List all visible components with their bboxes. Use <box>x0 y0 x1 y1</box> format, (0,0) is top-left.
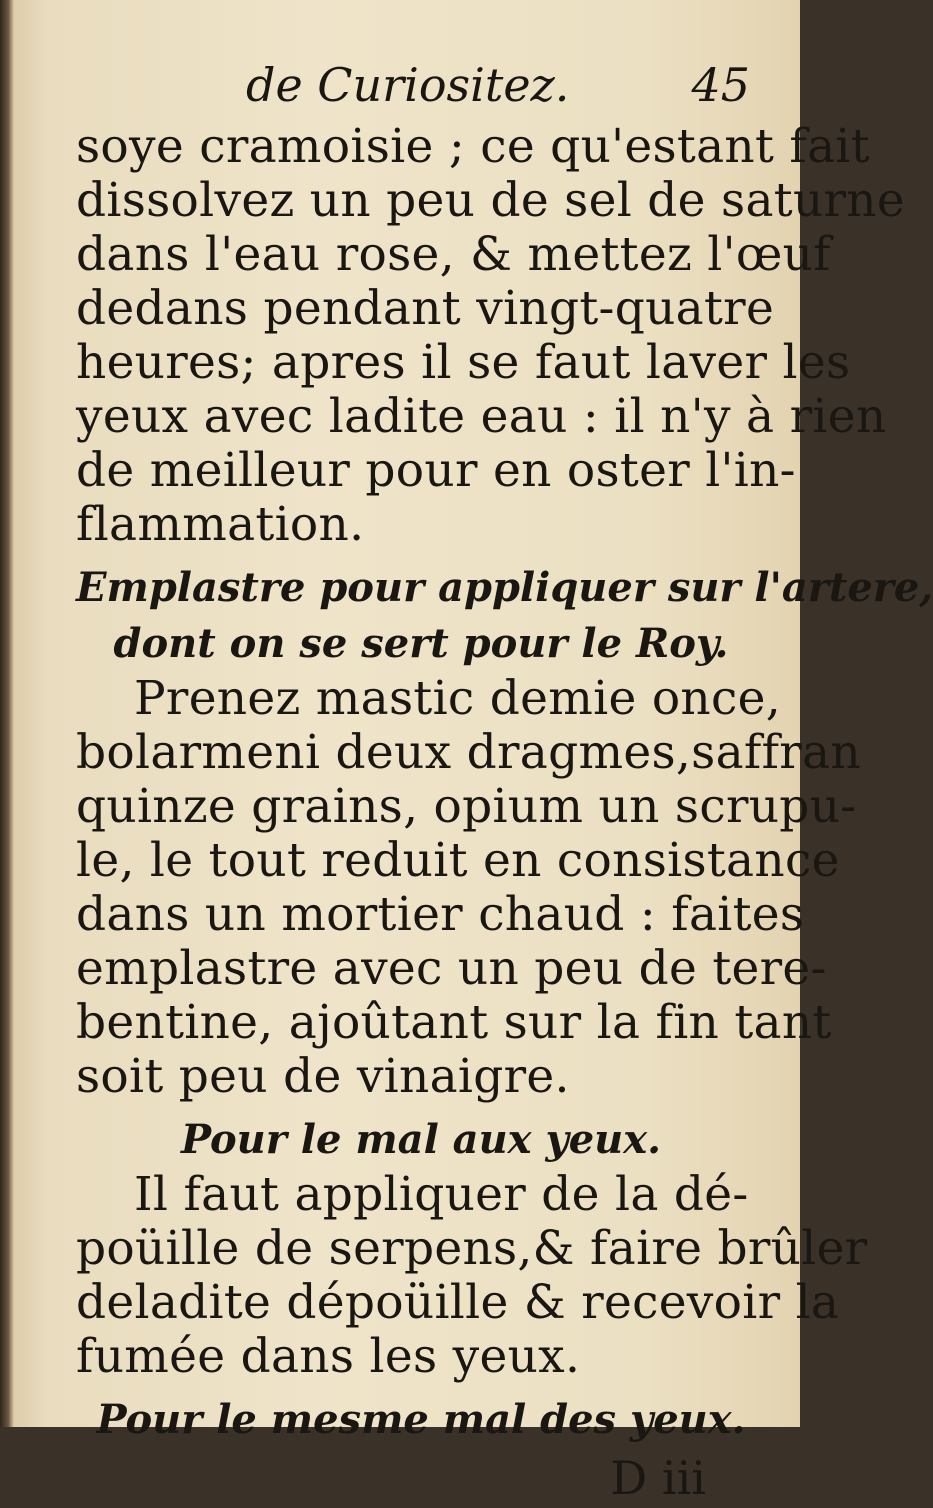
text-line: soye cramoisie ; ce qu'estant fait <box>76 119 870 174</box>
text-line: quinze grains, opium un scrupu- <box>76 779 857 834</box>
section-heading-2: Pour le mal aux yeux. <box>180 1116 662 1163</box>
text-line: emplastre avec un peu de tere- <box>76 941 827 996</box>
text-line: fumée dans les yeux. <box>76 1329 581 1384</box>
text-line: dans un mortier chaud : faites <box>76 887 805 942</box>
page-header <box>76 58 766 120</box>
text-line: bentine, ajoûtant sur la fin tant <box>76 995 832 1050</box>
text-line: de meilleur pour en oster l'in- <box>76 443 796 498</box>
binding-edge <box>0 0 14 1427</box>
heading-line: dont on se sert pour le Roy. <box>113 620 729 667</box>
text-line: bolarmeni deux dragmes,saffran <box>76 725 861 780</box>
text-block <box>76 58 933 1508</box>
text-line: yeux avec ladite eau : il n'y à rien <box>76 389 887 444</box>
text-line: soit peu de vinaigre. <box>76 1049 570 1104</box>
page-number: 45 <box>691 58 750 112</box>
text-line: deladite dépoüille & recevoir la <box>76 1275 840 1330</box>
text-line: poüille de serpens,& faire brûler <box>76 1221 868 1276</box>
text-line: Il faut appliquer de la dé- <box>134 1167 749 1222</box>
section-heading-3: Pour le mesme mal des yeux. <box>96 1396 746 1443</box>
text-line: le, le tout reduit en consistance <box>76 833 840 888</box>
text-line: heures; apres il se faut laver les <box>76 335 851 390</box>
text-line: flammation. <box>76 497 365 552</box>
text-line: dissolvez un peu de sel de saturne <box>76 173 905 228</box>
paragraph-1 <box>76 119 905 552</box>
running-title: de Curiositez. <box>246 58 570 112</box>
text-line: Prenez mastic demie once, <box>134 671 781 726</box>
text-line: dans l'eau rose, & mettez l'œuf <box>76 227 831 282</box>
heading-line: Emplastre pour appliquer sur l'artere, <box>76 564 933 611</box>
signature-mark: D iii <box>610 1451 706 1505</box>
paragraph-3 <box>76 1167 868 1384</box>
section-heading-1 <box>76 560 933 672</box>
text-line: dedans pendant vingt-quatre <box>76 281 775 336</box>
paragraph-2 <box>76 671 861 1104</box>
